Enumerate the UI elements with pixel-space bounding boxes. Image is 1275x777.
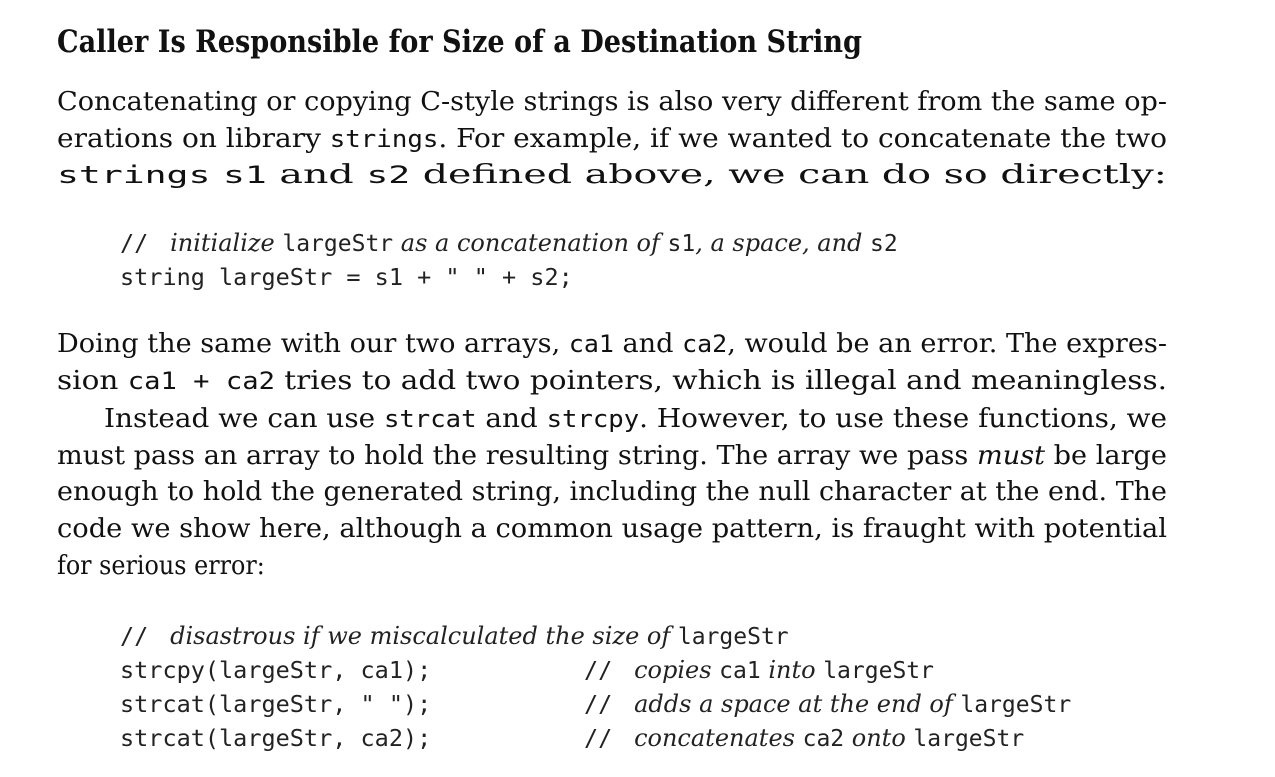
code-comment-line: // initialize largeStr as a concatenation of s1, a space, and s2 (120, 229, 898, 257)
text-line (57, 157, 1167, 194)
text-line: code we show here, although a common usage pattern, is fraught with potential (57, 513, 1167, 545)
code-term: ca1 (568, 329, 614, 358)
code-term: ca2 (682, 329, 728, 358)
emphasis: must (976, 439, 1046, 471)
code-term: strings (57, 160, 211, 190)
text-segment: erations on library (57, 122, 330, 154)
text-line (57, 121, 1167, 158)
paragraph-array-error (57, 326, 1167, 399)
code-term: s1 (222, 160, 267, 190)
text-line (57, 84, 1167, 121)
inline-comment: // copies ca1 into largeStr (584, 656, 934, 684)
text-line: sion ca1 + ca2 tries to add two pointers, which is illegal and meaningless. (57, 364, 1167, 396)
text-segment: . For example, if we wanted to concatenate the two (438, 122, 1168, 154)
code-line: strcpy(largeStr, ca1); // copies ca1 into largeStr (120, 653, 789, 687)
paragraph-intro (57, 84, 1167, 194)
code-line: string largeStr = s1 + " " + s2; (120, 263, 573, 291)
code-line: strcat(largeStr, " "); // adds a space at the end of largeStr (120, 687, 789, 721)
text-segment: defined above, we can do so directly: (410, 159, 1168, 191)
paragraph-strcat-strcpy (57, 401, 1167, 584)
text-line: enough to hold the generated string, including the null character at the end. The (57, 476, 1167, 508)
text-line: Doing the same with our two arrays, ca1 and ca2, would be an error. The expres- (57, 328, 1167, 359)
text-line: must pass an array to hold the resulting string. The array we pass must be large (57, 439, 1167, 471)
section-heading: Caller Is Responsible for Size of a Destination String (57, 24, 862, 60)
text-line: for serious error: (57, 549, 265, 581)
code-comment-line: // disastrous if we miscalculated the size of largeStr (120, 622, 789, 650)
text-segment: Concatenating or copying C-style strings is also very different from the same op- (57, 86, 1167, 117)
code-block-string-concat (120, 226, 898, 294)
inline-comment: // concatenates ca2 onto largeStr (584, 724, 1025, 752)
inline-comment: // adds a space at the end of largeStr (584, 690, 1072, 718)
code-block-c-strings (120, 619, 1072, 755)
code-term: strings (329, 123, 439, 153)
code-term: s2 (366, 160, 411, 190)
code-line: strcat(largeStr, ca2); // concatenates ca2 onto largeStr (120, 721, 789, 755)
code-term: strcat (383, 404, 477, 433)
code-term: ca1 + ca2 (127, 365, 275, 395)
text-line: Instead we can use strcat and strcpy. However, to use these functions, we (104, 403, 1167, 434)
text-segment: and (266, 159, 367, 191)
code-term: strcpy (546, 404, 640, 433)
